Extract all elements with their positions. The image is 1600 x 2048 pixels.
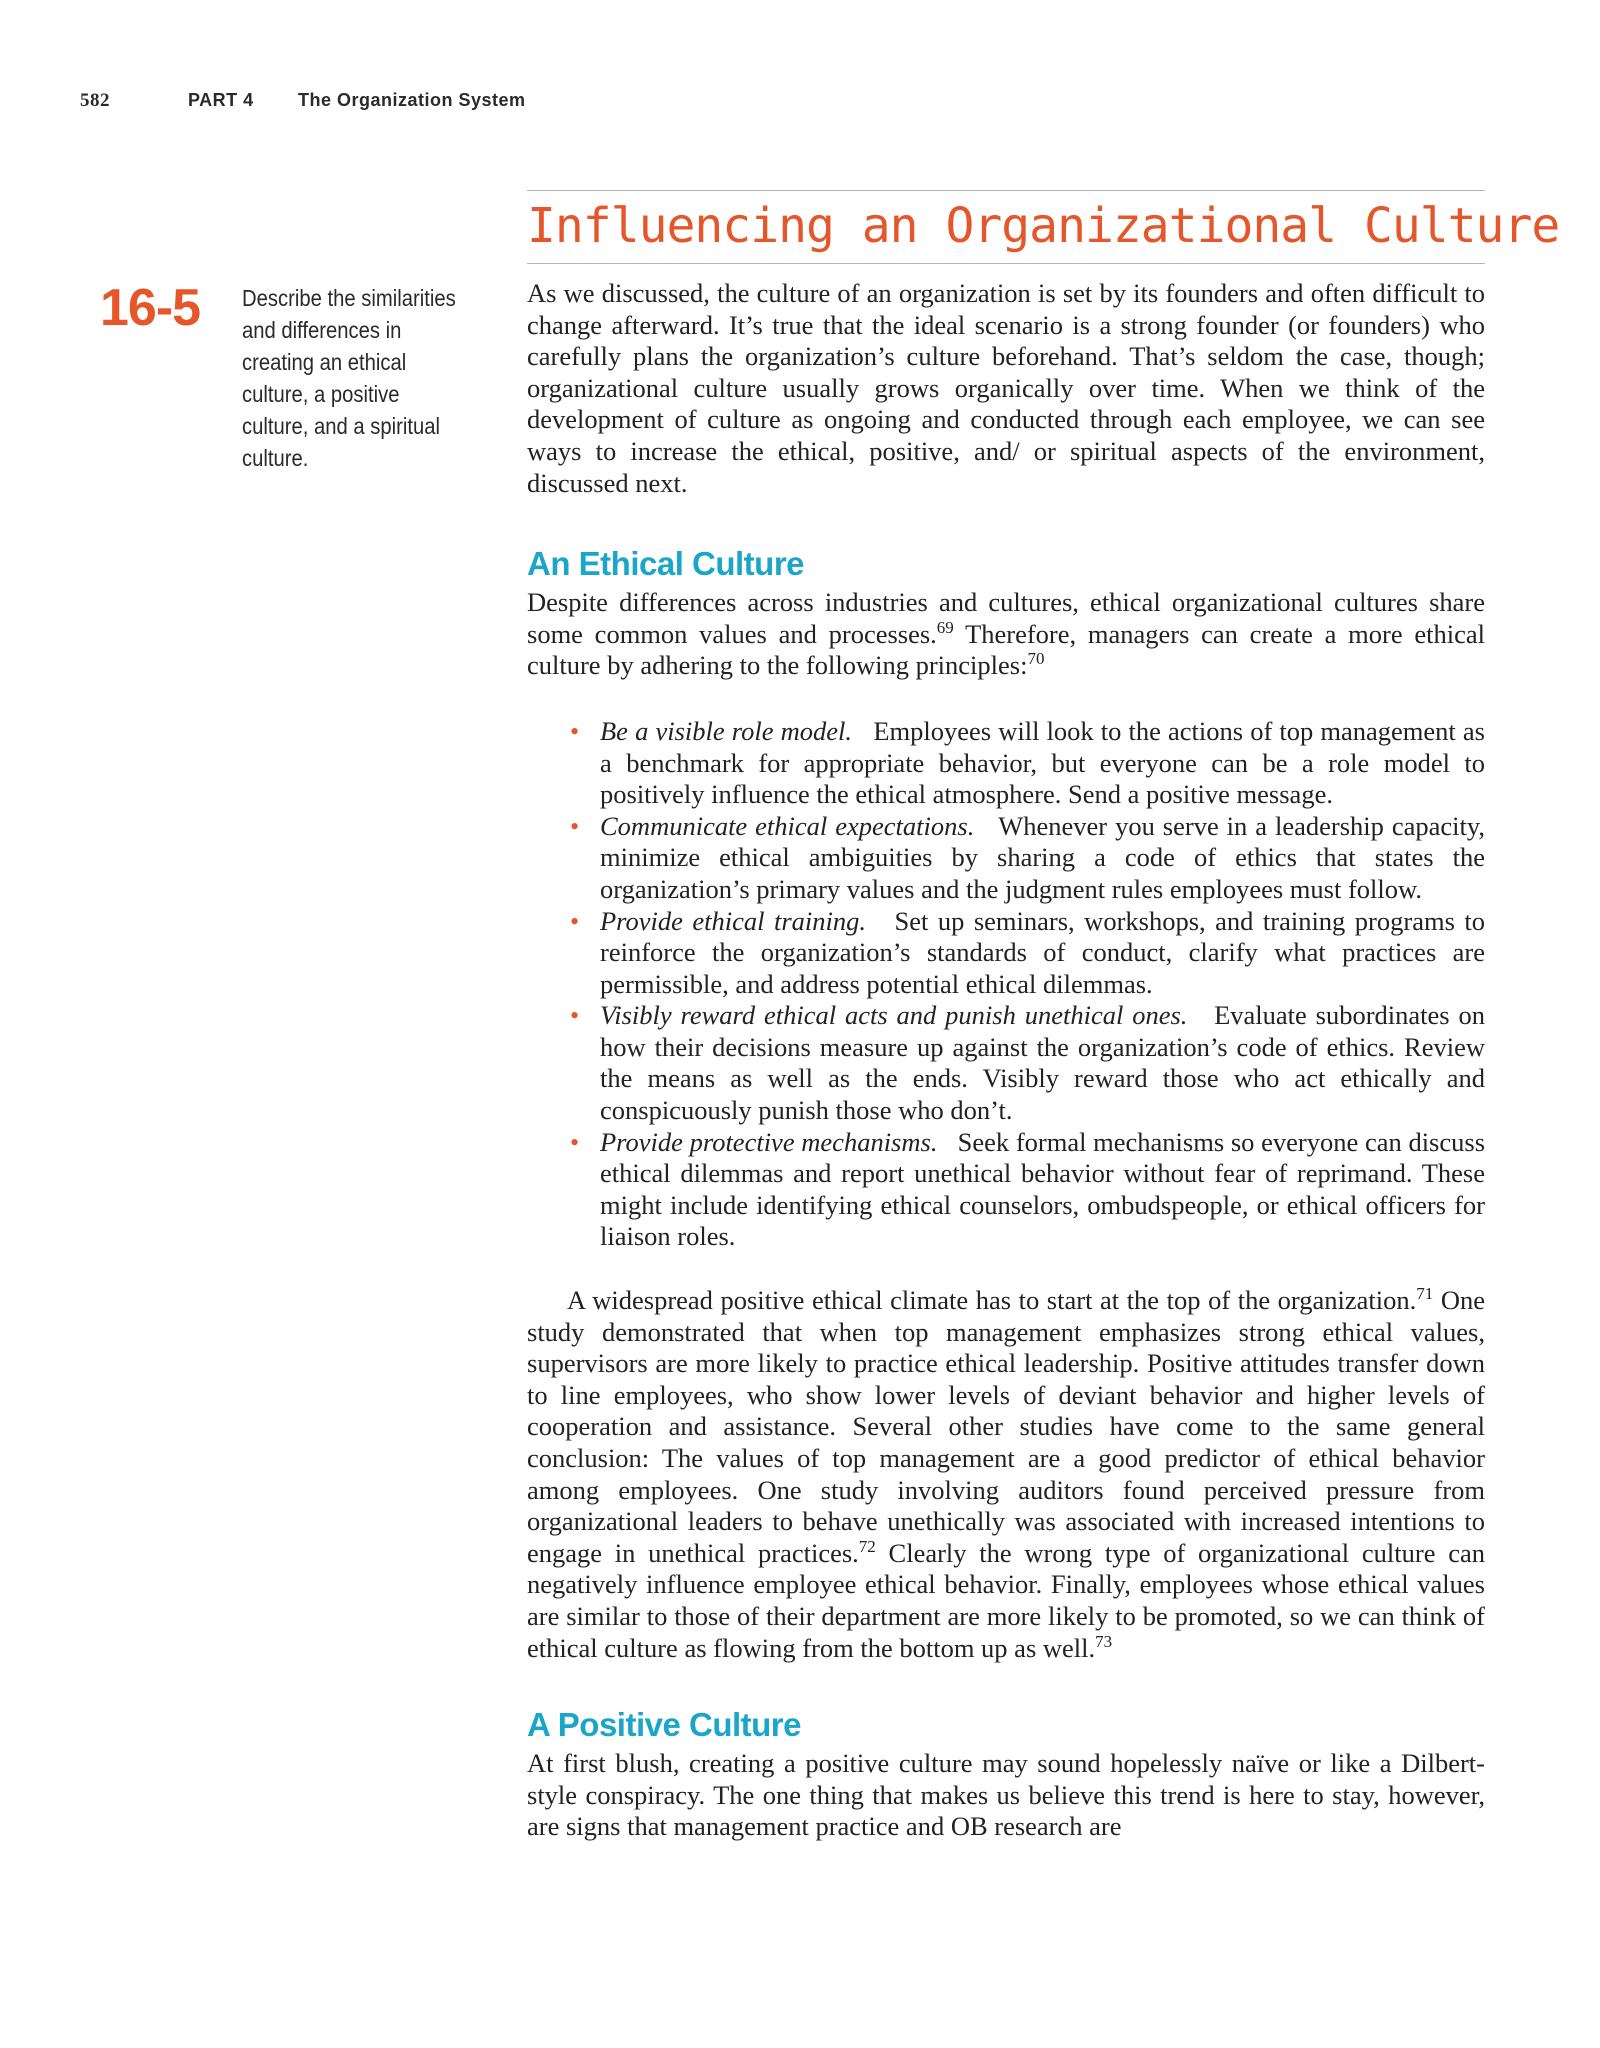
bullet-icon: •	[570, 1127, 580, 1157]
ethical-intro-paragraph: Despite differences across industries and cultures, ethical organizational cultures share some common values and processes.$^{69}$ Therefore, managers can create a more ethical culture by adhering to the following principles:$^{70}$	[527, 587, 1485, 681]
learning-objective-number: 16-5	[100, 279, 201, 337]
footnote-ref: 69	[936, 617, 954, 637]
heading-positive-culture: A Positive Culture	[527, 1706, 801, 1744]
footnote-ref: 73	[1095, 1631, 1113, 1651]
bullet-icon: •	[570, 906, 580, 936]
running-head	[80, 90, 526, 112]
list-item: • Communicate ethical expectations. Whenever you serve in a leadership capacity, minimize ethical ambiguities by sharing a code of ethics that states the organization’s primary values and the judgment rules employees must follow.	[570, 810, 1486, 904]
page-number: 582	[80, 90, 110, 111]
footnote-ref: 72	[858, 1536, 876, 1556]
list-item: • Provide ethical training. Set up seminars, workshops, and training programs to reinforce the organization’s standards of conduct, clarify what practices are permissible, and address potential ethical dilemmas.	[570, 905, 1485, 999]
list-item: • Be a visible role model. Employees will look to the actions of top management as a benchmark for appropriate behavior, but everyone can be a role model to positively influence the ethical atmosphere. Send a positive message.	[570, 715, 1485, 810]
title-bottom-rule	[527, 263, 1485, 264]
heading-ethical-culture: An Ethical Culture	[527, 545, 805, 583]
bullet-icon: •	[570, 716, 580, 746]
bullet-icon: •	[570, 1001, 580, 1031]
title-top-rule	[527, 190, 1485, 191]
positive-intro-paragraph: At first blush, creating a positive culture may sound hopelessly naïve or like a Dilbert-style conspiracy. The one thing that makes us believe this trend is here to stay, however, are signs that management practice and OB research are	[527, 1748, 1485, 1842]
intro-paragraph: As we discussed, the culture of an organization is set by its founders and often difficult to change afterward. It’s true that the ideal scenario is a strong founder (or founders) who carefully plans the organization’s culture beforehand. That’s seldom the case, though; organizational culture usually grows organically over time. When we think of the development of culture as ongoing and conducted through each employee, we can see ways to increase the ethical, positive, and/ or spiritual aspects of the environment, discussed next.	[527, 278, 1485, 498]
bullet-icon: •	[570, 811, 580, 841]
list-item: • Provide protective mechanisms. Seek formal mechanisms so everyone can discuss ethical dilemmas and report unethical behavior without fear of reprimand. These might include identifying ethical counselors, ombudspeople, or ethical officers for liaison roles.	[570, 1126, 1486, 1252]
learning-objective-text: Describe the similarities and differences in creating an ethical culture, a positive culture, and a spiritual culture.	[242, 285, 456, 471]
main-column	[527, 278, 1485, 1843]
part-label: PART 4	[188, 90, 254, 110]
part-title: The Organization System	[298, 90, 526, 110]
list-item: • Visibly reward ethical acts and punish unethical ones. Evaluate subordinates on how their decisions measure up against the organization’s code of ethics. Review the means as well as the ends. Visibly reward those who act ethically and conspicuously punish those who don’t.	[570, 1000, 1486, 1126]
footnote-ref: 70	[1027, 649, 1045, 669]
section-title: Influencing an Organizational Culture	[527, 198, 1560, 254]
footnote-ref: 71	[1416, 1284, 1434, 1304]
ethical-climate-paragraph: A widespread positive ethical climate has to start at the top of the organization.$^{71}$ One study demonstrated that when top management emphasizes strong ethical values, supervisors are more likely to practice ethical leadership. Positive attitudes transfer down to line employees, who show lower levels of deviant behavior and higher levels of cooperation and assistance. Several other studies have come to the same general conclusion: The values of top management are a good predictor of ethical behavior among employees. One study involving auditors found perceived pressure from organizational leaders to behave unethically was associated with increased intentions to engage in unethical practices.$^{72}$ Clearly the wrong type of organizational culture can negatively influence employee ethical behavior. Finally, employees whose ethical values are similar to those of their department are more likely to be promoted, so we can think of ethical culture as flowing from the bottom up as well.$^{73}$	[527, 1284, 1486, 1663]
ethical-principles-list	[527, 716, 1485, 1253]
